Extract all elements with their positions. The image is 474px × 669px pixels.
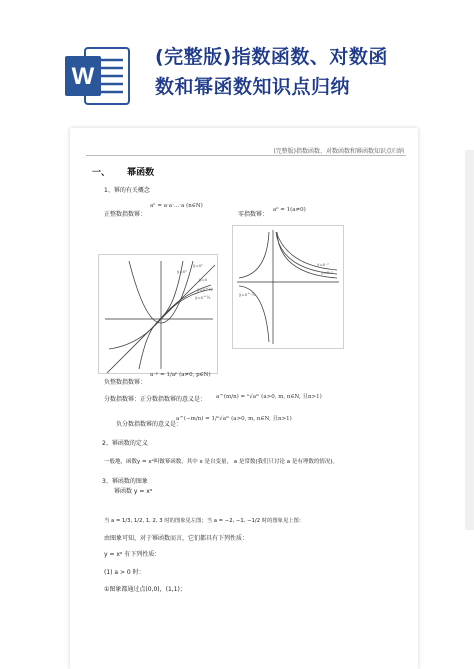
zero-exp-label: 零指数幂： — [238, 211, 269, 218]
neg-fraction-formula: a^(−m/n) = 1/ⁿ√aᵐ (a>0, m, n∈N, 且n>1) — [176, 416, 292, 422]
word-document-icon — [63, 44, 133, 108]
label-x-half: y=x^½ — [197, 287, 213, 292]
conclusion-text: 由图象可知，对于幂函数而言，它们都具有下列性质： — [104, 535, 249, 542]
neg-fraction-label: 负分数指数幂的意义是： — [116, 421, 183, 428]
title-line-2: 数和幂函数知识点归纳 — [155, 76, 351, 98]
section-name: 幂函数 — [127, 168, 155, 178]
section-number: 一、 — [92, 168, 111, 178]
label-x-neg2: y=x⁻² — [317, 262, 329, 267]
graph-heading: 3、幂函数的图象 — [102, 478, 148, 485]
label-x3: y=x³ — [177, 269, 187, 274]
document-title — [155, 42, 455, 102]
graph-positive-exponents — [98, 254, 218, 374]
case-description: 当 a = 1/3, 1/2, 1, 2, 3 时的图象见左图；当 a = −2, −1, −1/2 时的图象见上图： — [104, 518, 305, 524]
page-header-note: (完整版)指数函数、对数函数和幂函数知识点归纳 — [273, 148, 404, 155]
property-1-detail: ①图象都通过点(0,0)，(1,1)； — [104, 586, 186, 593]
svg-text:W: W — [71, 63, 95, 90]
concept-heading: 1、幂的有关概念 — [104, 187, 150, 194]
label-x2: y=x² — [193, 263, 203, 268]
header-rule — [86, 155, 406, 156]
graph-subheading: 幂函数 y = xᵃ — [114, 488, 153, 495]
definition-heading: 2、幂函数的定义 — [102, 440, 148, 447]
label-x: y=x — [199, 277, 208, 282]
fraction-label: 分数指数幂：正分数指数幂的意义是： — [104, 396, 207, 403]
property-1: (1) a > 0 时： — [104, 569, 145, 576]
definition-text: 一般地，函数y = xᵃ叫做幂函数，其中 x 是自变量， a 是常数(我们只讨论 a 是有理数的情况)。 — [104, 459, 339, 465]
watermark-strip — [465, 150, 474, 530]
positive-int-formula: aⁿ = a·a·…·a (n∈N) — [150, 203, 203, 209]
negative-int-label: 负整数指数幂： — [104, 379, 147, 386]
fraction-formula: a^(m/n) = ⁿ√aᵐ (a>0, m, n∈N, 且n>1) — [216, 394, 322, 400]
banner — [0, 0, 474, 118]
graph-negative-exponents — [232, 225, 344, 349]
section-title — [92, 165, 154, 178]
label-x-third: y=x^⅓ — [195, 295, 211, 300]
positive-int-label: 正整数指数幂： — [104, 211, 147, 218]
graph-negative-svg — [233, 226, 343, 348]
title-line-1: (完整版)指数函数、对数函 — [155, 46, 388, 68]
label-x-neg-half: y=x^-½ — [239, 292, 256, 297]
negative-int-formula: a⁻ᵖ = 1/aᵖ (a≠0, p∈N) — [150, 372, 211, 378]
graph-positive-svg — [99, 255, 217, 373]
property-lead: y = xᵃ 有下列性质： — [104, 551, 161, 558]
label-x-neg1: y=x⁻¹ — [321, 270, 333, 275]
zero-exp-formula: a⁰ = 1(a≠0) — [273, 207, 306, 213]
document-page — [70, 128, 418, 669]
